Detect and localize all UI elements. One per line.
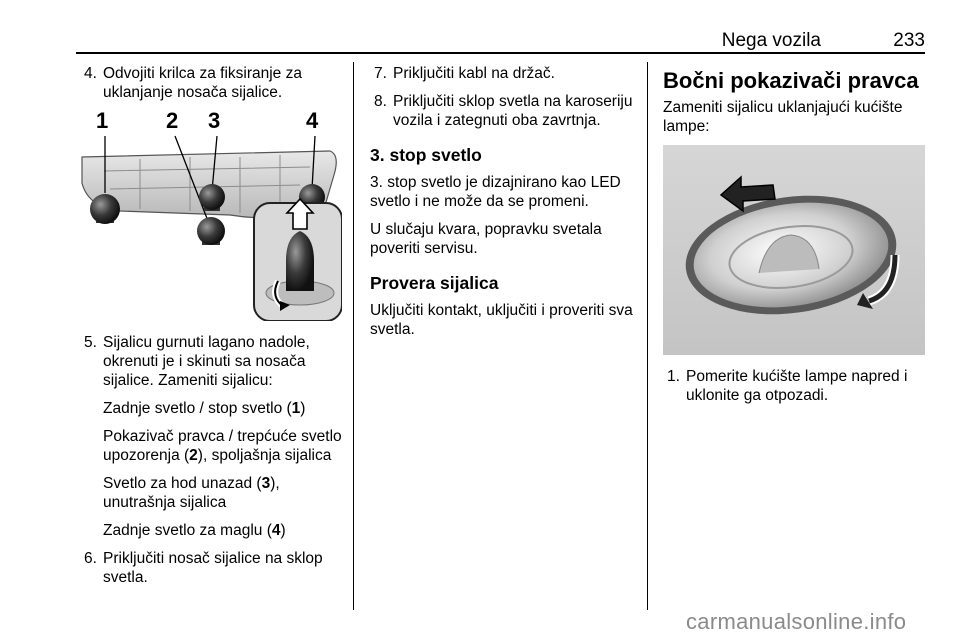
bulb-item-4: Zadnje svetlo za maglu (4) <box>103 522 286 539</box>
bulb-item-2: Pokazivač pravca / trepćuće svetlo upozorenja (2), spoljašnja sijalica <box>103 428 342 464</box>
step-7: 7. Priključiti kabl na držač. <box>374 65 555 82</box>
bulb-holder-figure <box>80 108 342 321</box>
section-heading: Bočni pokazivači pravca <box>663 68 919 93</box>
step-4: 4. Odvojiti krilca za fiksiranje za uklanjanje nosača sijalice. <box>84 65 302 101</box>
side-indicator-figure <box>663 145 925 355</box>
column-1 <box>80 64 342 596</box>
bulb-holder-illustration <box>80 108 342 321</box>
callout-4: 4 <box>306 108 319 133</box>
paragraph: Zameniti sijalicu uklanjajući kućište lampe: <box>663 99 903 135</box>
paragraph: Uključiti kontakt, uključiti i proveriti sva svetla. <box>370 302 633 338</box>
step-5: 5. Sijalicu gurnuti lagano nadole, okrenuti je i skinuti sa nosača sijalice. Zameniti sijalicu: <box>84 334 310 389</box>
step-8: 8. Priključiti sklop svetla na karoseriju vozila i zategnuti oba zavrtnja. <box>374 93 633 129</box>
column-2 <box>370 64 638 348</box>
bulb-item-1: Zadnje svetlo / stop svetlo (1) <box>103 400 306 417</box>
callout-2: 2 <box>166 108 179 133</box>
side-indicator-illustration <box>663 145 925 355</box>
step-6: 6. Priključiti nosač sijalice na sklop svetla. <box>84 550 323 586</box>
paragraph: 3. stop svetlo je dizajnirano kao LED svetlo i ne može da se promeni. <box>370 174 621 210</box>
bulb-item-3: Svetlo za hod unazad (3), unutrašnja sijalica <box>103 475 280 511</box>
column-divider <box>647 62 648 610</box>
callout-1: 1 <box>96 108 109 133</box>
step-1: 1. Pomerite kućište lampe napred i uklonite ga otpozadi. <box>667 368 908 404</box>
watermark: carmanualsonline.info <box>686 609 907 634</box>
column-divider <box>353 62 354 610</box>
page-header <box>76 28 925 54</box>
heading-bulb-check: Provera sijalica <box>370 273 499 293</box>
column-3 <box>663 68 925 414</box>
page-number: 233 <box>893 30 925 51</box>
callout-3: 3 <box>208 108 221 133</box>
paragraph: U slučaju kvara, popravku svetala poveriti servisu. <box>370 221 602 257</box>
heading-stop-light: 3. stop svetlo <box>370 145 482 165</box>
section-title: Nega vozila <box>721 30 821 51</box>
